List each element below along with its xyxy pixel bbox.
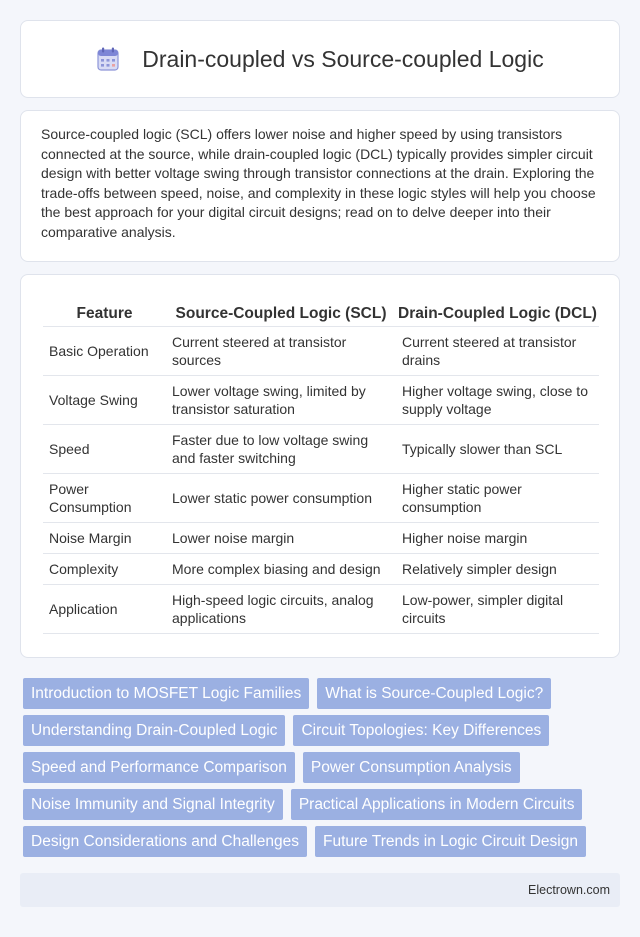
table-row [43, 523, 599, 554]
scl-cell: Lower noise margin [166, 523, 396, 554]
topic-tag[interactable]: Noise Immunity and Signal Integrity [23, 789, 283, 820]
scl-cell: Faster due to low voltage swing and faster switching [166, 425, 396, 474]
table-row [43, 474, 599, 523]
column-header-feature: Feature [43, 295, 166, 327]
topic-tag[interactable]: Circuit Topologies: Key Differences [293, 715, 549, 746]
dcl-cell: Higher static power consumption [396, 474, 599, 523]
column-header-dcl: Drain-Coupled Logic (DCL) [396, 295, 599, 327]
feature-cell: Complexity [43, 554, 166, 585]
topic-tag[interactable]: Practical Applications in Modern Circuits [291, 789, 583, 820]
dcl-cell: Higher noise margin [396, 523, 599, 554]
topic-tag[interactable]: What is Source-Coupled Logic? [317, 678, 551, 709]
table-row [43, 585, 599, 634]
footer [20, 873, 620, 907]
scl-cell: High-speed logic circuits, analog applications [166, 585, 396, 634]
table-row [43, 376, 599, 425]
table-header-row [43, 295, 599, 327]
footer-site-name[interactable]: Electrown.com [528, 883, 610, 897]
header-card [20, 20, 620, 98]
feature-cell: Application [43, 585, 166, 634]
topic-tag[interactable]: Future Trends in Logic Circuit Design [315, 826, 586, 857]
topic-tag[interactable]: Introduction to MOSFET Logic Families [23, 678, 309, 709]
dcl-cell: Current steered at transistor drains [396, 327, 599, 376]
page-title: Drain-coupled vs Source-coupled Logic [142, 45, 544, 72]
intro-paragraph: Source-coupled logic (SCL) offers lower noise and higher speed by using transistors connected at the source, while drain-coupled logic (DCL) typically provides simpler circuit design with better voltage swing through transistor connections at the drain. Exploring the trade-offs between speed, noise, and complexity in these logic styles will help you choose the best approach for your digital circuit designs; read on to delve deeper into their comparative analysis. [41, 126, 596, 240]
intro-card [20, 110, 620, 262]
dcl-cell: Higher voltage swing, close to supply voltage [396, 376, 599, 425]
dcl-cell: Low-power, simpler digital circuits [396, 585, 599, 634]
feature-cell: Power Consumption [43, 474, 166, 523]
feature-cell: Voltage Swing [43, 376, 166, 425]
scl-cell: Current steered at transistor sources [166, 327, 396, 376]
table-row [43, 327, 599, 376]
column-header-scl: Source-Coupled Logic (SCL) [166, 295, 396, 327]
feature-cell: Basic Operation [43, 327, 166, 376]
topic-tag[interactable]: Understanding Drain-Coupled Logic [23, 715, 285, 746]
scl-cell: Lower static power consumption [166, 474, 396, 523]
feature-cell: Noise Margin [43, 523, 166, 554]
table-row [43, 425, 599, 474]
topic-tag-list [20, 678, 620, 863]
dcl-cell: Typically slower than SCL [396, 425, 599, 474]
feature-cell: Speed [43, 425, 166, 474]
calendar-icon [96, 46, 120, 72]
scl-cell: Lower voltage swing, limited by transistor saturation [166, 376, 396, 425]
topic-tag[interactable]: Design Considerations and Challenges [23, 826, 307, 857]
comparison-table [43, 295, 599, 634]
dcl-cell: Relatively simpler design [396, 554, 599, 585]
table-row [43, 554, 599, 585]
scl-cell: More complex biasing and design [166, 554, 396, 585]
topic-tag[interactable]: Speed and Performance Comparison [23, 752, 295, 783]
comparison-table-card [20, 274, 620, 658]
topic-tag[interactable]: Power Consumption Analysis [303, 752, 520, 783]
